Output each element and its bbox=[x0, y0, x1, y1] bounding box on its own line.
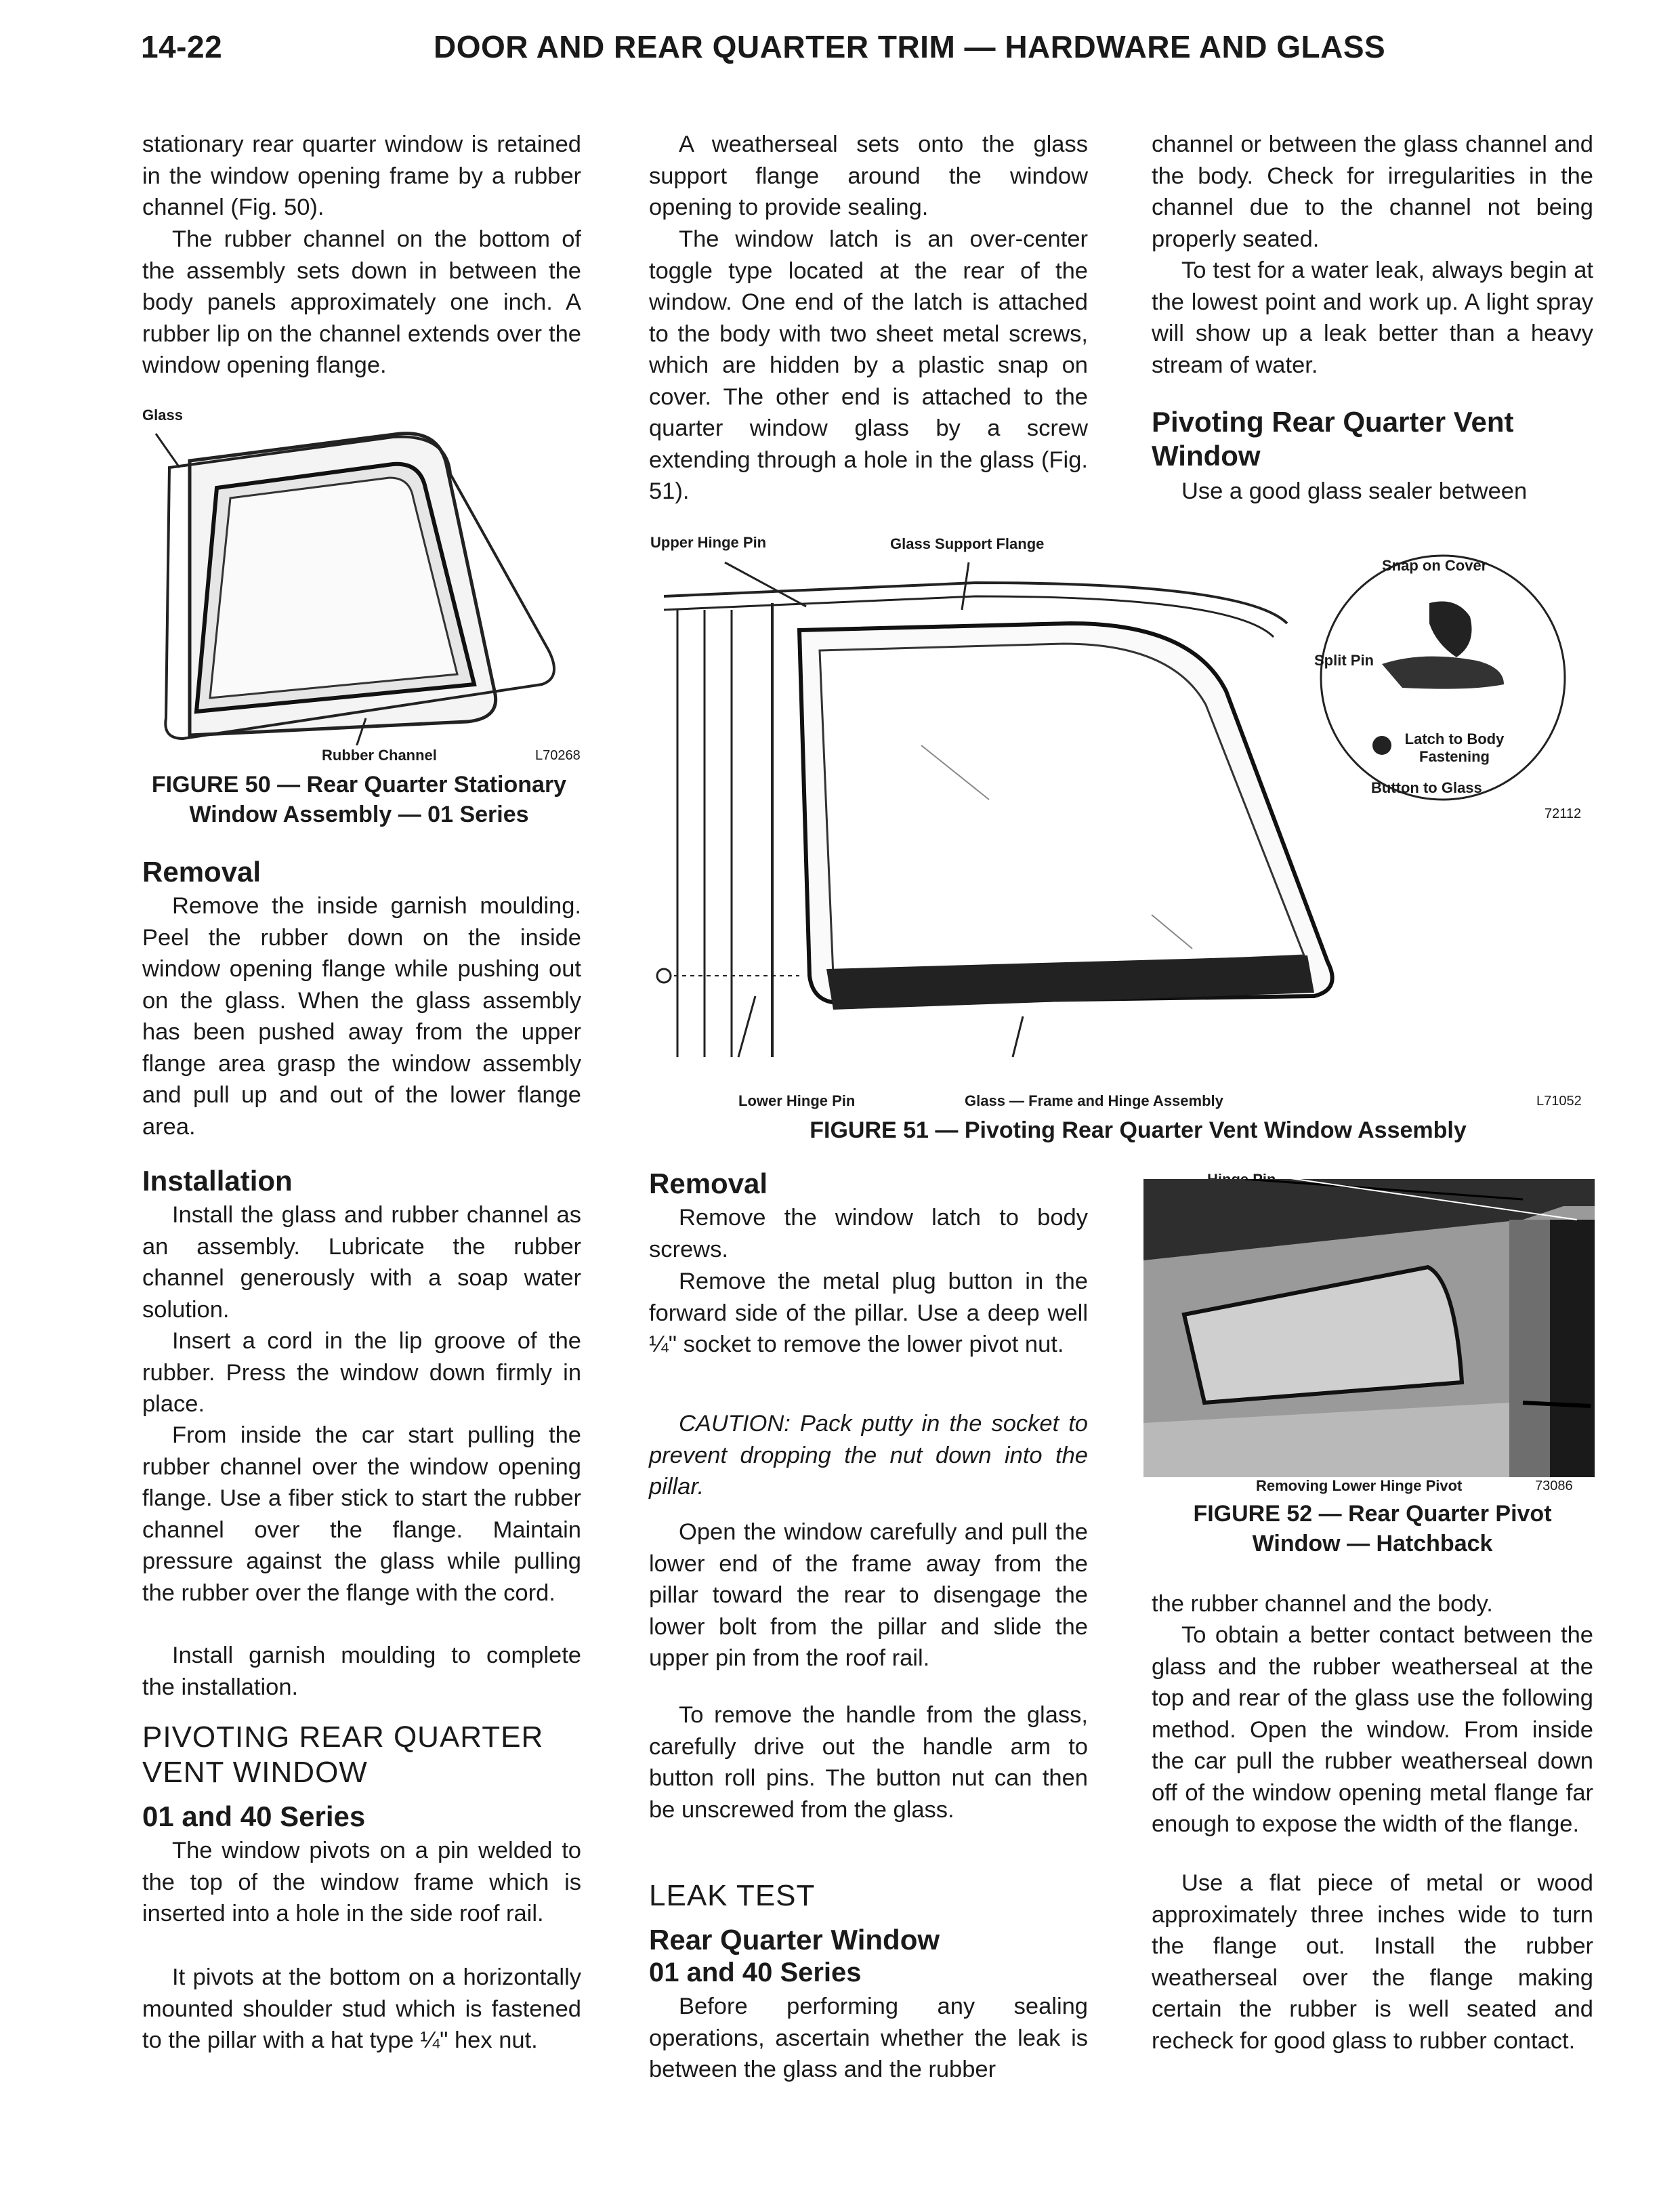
fig51-upper-hinge: Upper Hinge Pin bbox=[650, 534, 767, 551]
fig51-caption: FIGURE 51 — Pivoting Rear Quarter Vent Window Assembly bbox=[810, 1117, 1467, 1143]
col1-pivot-heading: PIVOTING REAR QUARTER VENT WINDOW bbox=[142, 1720, 544, 1789]
col1-install-p4: Install garnish moulding to complete the installation. bbox=[142, 1643, 581, 1700]
col3-para2: To test for a water leak, always begin at the lowest point and work up. A light spray will show up a leak better than a heavy stream of water. bbox=[1152, 257, 1593, 378]
col2-removal-p3: Open the window carefully and pull the lower end of the frame away from the pillar toward the rear to disengage the lower bolt from the pillar and slide the upper pin from the roof rail. bbox=[649, 1519, 1088, 1671]
fig51-lower-hinge: Lower Hinge Pin bbox=[738, 1092, 856, 1109]
col2-para2: The window latch is an over-center toggle type located at the rear of the window. One end of the latch is attached to the body with two sheet metal screws, which are hidden by a plastic snap on cover. The other end is attached to the quarter window glass by a screw extending through a hole in the glass (Fig. 51). bbox=[649, 226, 1088, 504]
fig51-inset-code: 72112 bbox=[1545, 806, 1582, 821]
col1-series-p2: It pivots at the bottom on a horizontally mounted shoulder stud which is fastened to the pillar with a hat type ¼" hex nut. bbox=[142, 1964, 581, 2053]
col1-install-p2: Insert a cord in the lip groove of the rubber. Press the window down firmly in place. bbox=[142, 1328, 581, 1417]
col3-pivot-heading: Pivoting Rear Quarter Vent Window bbox=[1152, 406, 1514, 472]
fig51-code: L71052 bbox=[1536, 1094, 1582, 1109]
col1-series-heading: 01 and 40 Series bbox=[142, 1800, 366, 1832]
col2-removal-p1: Remove the window latch to body screws. bbox=[649, 1205, 1088, 1262]
col2-rq-heading: Rear Quarter Window bbox=[649, 1924, 940, 1956]
fig50-label-glass: Glass bbox=[142, 407, 183, 424]
fig52-caption: FIGURE 52 — Rear Quarter Pivot Window — Hatchback bbox=[1193, 1501, 1552, 1556]
col1-para2: The rubber channel on the bottom of the assembly sets down in between the body panels approximately one inch. A rubber lip on the channel extends over the window opening flange. bbox=[142, 226, 581, 378]
col1-install-p3: From inside the car start pulling the rubber channel over the window opening flange. Use a fiber stick to start the rubber channel over the flange. Maintain pressure against the glass while pulling the rubber over the flange with the cord. bbox=[142, 1422, 581, 1606]
col2-removal-p4: To remove the handle from the glass, carefully drive out the handle arm to button roll pins. The button nut can then be unscrewed from the glass. bbox=[649, 1702, 1088, 1823]
col2-caution: CAUTION: Pack putty in the socket to prevent dropping the nut down into the pillar. bbox=[649, 1411, 1088, 1500]
col3-after-fig-p2: To obtain a better contact between the glass and the rubber weatherseal at the top and rear of the glass use the following method. Open the window. From inside the car pull the rubber weatherseal down off of the window opening metal flange far enough to expose the width of the flange. bbox=[1152, 1622, 1593, 1837]
col3-after-fig-p3: Use a flat piece of metal or wood approximately three inches wide to turn the flange out. Install the rubber weatherseal over the flange making certain the rubber is well seated and recheck for good glass to rubber contact. bbox=[1152, 1870, 1593, 2054]
fig50-label-channel: Rubber Channel bbox=[322, 747, 437, 764]
fig50-window-drawing bbox=[142, 393, 583, 745]
fig52-hatchback-photo bbox=[1143, 1179, 1595, 1477]
fig52-code: 73086 bbox=[1535, 1479, 1573, 1493]
col2-leak-heading: LEAK TEST bbox=[649, 1879, 816, 1912]
col1-install-p1: Install the glass and rubber channel as an assembly. Lubricate the rubber channel generously with a soap water solution. bbox=[142, 1202, 581, 1323]
col1-removal-heading: Removal bbox=[142, 856, 261, 888]
col2-removal-heading: Removal bbox=[649, 1168, 768, 1199]
col3-pivot-p1: Use a good glass sealer between bbox=[1181, 478, 1528, 504]
page-number: 14-22 bbox=[141, 29, 223, 64]
col1-removal-text: Remove the inside garnish moulding. Peel the rubber down on the inside window opening flange while pushing out on the glass. When the glass assembly has been pushed away from the upper flange area grasp the window assembly and pull up and out of the lower flange area. bbox=[142, 893, 581, 1140]
col2-removal-p2: Remove the metal plug button in the forward side of the pillar. Use a deep well ¼" socket to remove the lower pivot nut. bbox=[649, 1268, 1088, 1357]
col2-rq-sub: 01 and 40 Series bbox=[649, 1958, 862, 1987]
col1-install-heading: Installation bbox=[142, 1165, 293, 1197]
fig51-split-pin: Split Pin bbox=[1314, 652, 1374, 669]
fig52-removing: Removing Lower Hinge Pivot bbox=[1256, 1477, 1463, 1494]
col3-after-fig-p1: the rubber channel and the body. bbox=[1152, 1591, 1493, 1617]
fig51-support-flange: Glass Support Flange bbox=[890, 535, 1045, 552]
fig51-button-glass: Button to Glass bbox=[1371, 779, 1482, 796]
col1-para1: stationary rear quarter window is retained in the window opening frame by a rubber channel (Fig. 50). bbox=[142, 131, 581, 220]
fig51-frame-assembly: Glass — Frame and Hinge Assembly bbox=[965, 1092, 1223, 1109]
col2-para1: A weatherseal sets onto the glass support flange around the window opening to provide sealing. bbox=[649, 131, 1088, 220]
fig50-caption: FIGURE 50 — Rear Quarter Stationary Window Assembly — 01 Series bbox=[151, 772, 567, 827]
col2-leak-p1: Before performing any sealing operations, ascertain whether the leak is between the glass and the rubber bbox=[649, 1994, 1088, 2082]
col3-para1: channel or between the glass channel and the body. Check for irregularities in the channel due to the channel not being properly seated. bbox=[1152, 131, 1593, 252]
fig51-snap-cover: Snap on Cover bbox=[1382, 557, 1488, 574]
fig51-latch-body: Latch to Body Fastening bbox=[1404, 730, 1505, 765]
page-title: DOOR AND REAR QUARTER TRIM — HARDWARE AND GLASS bbox=[434, 29, 1386, 64]
col1-series-p1: The window pivots on a pin welded to the top of the window frame which is inserted into a hole in the side roof rail. bbox=[142, 1838, 581, 1926]
fig50-code: L70268 bbox=[535, 748, 581, 763]
